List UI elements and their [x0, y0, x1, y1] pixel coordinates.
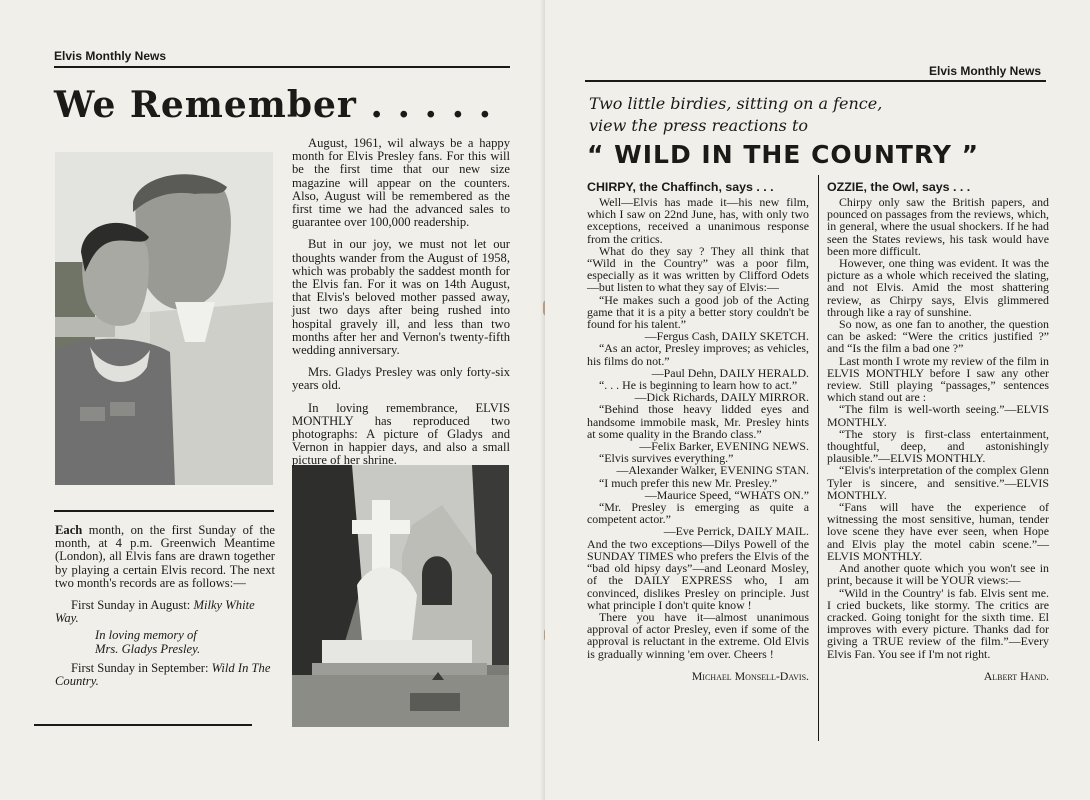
august-record: Milky White Way. — [55, 598, 255, 626]
notice-bottom-rule — [34, 724, 252, 726]
review-paragraph: “. . . He is beginning to learn how to act.” — [599, 378, 798, 393]
review-paragraph: “Mr. Presley is emerging as quite a competent actor.” — [587, 500, 809, 527]
running-header: Elvis Monthly News — [54, 49, 167, 63]
review-paragraph: “I much prefer this new Mr. Presley.” — [599, 475, 778, 490]
notice-intro-bold: Each — [55, 523, 83, 537]
notice-september — [55, 662, 275, 688]
right-page — [545, 0, 1090, 800]
september-label: First Sunday in September: — [71, 660, 209, 675]
memory-line-2 — [55, 643, 275, 656]
ozzie-column — [827, 196, 1049, 682]
review-paragraph: There you have it—almost unanimous approval of actor Presley, even if some of the approval is reluctant in the extreme. Old Elvis is gradually winning 'em over. Cheers ! — [587, 609, 809, 661]
review-paragraph: And the two exceptions—Dilys Powell of the SUNDAY TIMES who prefers the Elvis of the “bad old hipsy days”—and Leonard Mosley, of the DAILY EXPRESS who, I am convinced, dislikes Presley on principle. Just what principle I don't quite know ! — [587, 536, 809, 612]
notice-intro: month, on the first Sunday of the month, at 4 p.m. Greenwich Meantime (London), all Elvis fans are drawn together by playing a certain Elvis record. The next two month's records are as follows:— — [55, 523, 275, 590]
review-paragraph: “Behind those heavy lidded eyes and handsome immobile mask, Mr. Presley hints at some quality in the Brando class.” — [587, 402, 809, 441]
photo-shrine — [292, 465, 509, 727]
memory-line-2-text: Mrs. Gladys Presley. — [95, 641, 201, 656]
review-paragraph: Last month I wrote my review of the film in ELVIS MONTHLY before I saw any other review. Still playing “passages,” sentences which stand out are : — [827, 353, 1049, 405]
column-divider — [818, 175, 819, 741]
review-paragraph: “The film is well-worth seeing.”—ELVIS MONTHLY. — [827, 402, 1049, 429]
quote-attribution: —Alexander Walker, EVENING STAN. — [616, 463, 809, 478]
august-label: First Sunday in August: — [71, 598, 191, 613]
review-paragraph: “He makes such a good job of the Acting game that it is a pity a better story couldn't be found for his talent.” — [587, 292, 809, 332]
notice-box — [55, 524, 275, 697]
notice-top-rule — [54, 510, 274, 512]
film-title: “ WILD IN THE COUNTRY ” — [587, 140, 980, 169]
review-paragraph: Chirpy only saw the British papers, and pounced on passages from the reviews, which, in general, where the usual shockers. If he had seen the States reviews, his task would have been more difficult. — [827, 195, 1049, 258]
quote-attribution: —Fergus Cash, DAILY SKETCH. — [644, 329, 809, 344]
review-paragraph: “Wild in the Country' is fab. Elvis sent me. I cried buckets, like stormy. The critics are cracked. Going tonight for the sixth time. El improves with every picture. Thanks dad for giving a TRUE review of the film.”—Every Elvis Fan. You see if I'm not right. — [827, 585, 1049, 661]
review-paragraph: “Elvis's interpretation of the complex Glenn Tyler is sincere, and sensitive.”—ELVIS MONTHLY. — [827, 463, 1049, 502]
review-paragraph: However, one thing was evident. It was the picture as a whole which received the slating, and not Elvis. Amid the most shattering review, as Chirpy says, Elvis glimmered through like a ray of sunshine. — [827, 256, 1049, 319]
notice-paragraph — [55, 524, 275, 590]
notice-august — [55, 599, 275, 625]
review-paragraph: “Fans will have the experience of witnessing the most sensitive, human, tender love scene they have ever seen, when Hope and Elvis play the motel cabin scene.”—ELVIS MONTHLY. — [827, 500, 1049, 563]
article-text — [292, 137, 510, 477]
quote-attribution: —Paul Dehn, DAILY HERALD. — [651, 365, 809, 380]
chirpy-heading: CHIRPY, the Chaffinch, says . . . — [587, 180, 774, 194]
article-paragraph: But in our joy, we must not let our thoughts wander from the August of 1958, which was probably the saddest month for the Elvis fan. For it was on 14th August, that Elvis's beloved mother passed away, just two days after being rushed into hospital gravely ill, and less than two months after her and Vernon's twenty-fifth wedding anniversary. — [292, 237, 510, 358]
quote-attribution: —Eve Perrick, DAILY MAIL. — [663, 524, 809, 539]
header-rule — [54, 66, 510, 68]
review-paragraph: “Elvis survives everything.” — [599, 451, 734, 466]
photo-gladys-vernon — [55, 152, 273, 485]
header-rule — [585, 80, 1046, 82]
review-paragraph: What do they say ? They all think that “Wild in the Country” was a poor film, especially as it was written by Clifford Odets—but listen to what they say of Elvis:— — [587, 243, 809, 295]
review-paragraph: Well—Elvis has made it—his new film, which I saw on 22nd June, has, with only two exceptions, received a unanimous response from the critics. — [587, 195, 809, 246]
article-paragraph: August, 1961, wil always be a happy month for Elvis Presley fans. For this will be the first time that our new size magazine will appear on the counters. Also, August will be remembered as the first time we had the advanced sales to guarantee over 100,000 readership. — [292, 136, 510, 230]
review-paragraph: “The story is first-class entertainment, thoughtful, deep, and astonishingly plausible.”—ELVIS MONTHLY. — [827, 426, 1049, 466]
quote-attribution: —Felix Barker, EVENING NEWS. — [639, 439, 809, 454]
review-paragraph: And another quote which you won't see in print, because it will be YOUR views:— — [827, 561, 1049, 588]
review-paragraph: “As an actor, Presley improves; as vehicles, his films do not.” — [587, 341, 809, 368]
script-line-1: Two little birdies, sitting on a fence, — [589, 94, 883, 113]
script-line-2: view the press reactions to — [589, 116, 809, 135]
ozzie-heading: OZZIE, the Owl, says . . . — [827, 180, 971, 194]
signature: Michael Monsell-Davis. — [691, 668, 809, 683]
running-header: Elvis Monthly News — [929, 64, 1042, 78]
quote-attribution: —Maurice Speed, “WHATS ON.” — [644, 487, 809, 502]
signature: Albert Hand. — [983, 668, 1049, 683]
article-paragraph: Mrs. Gladys Presley was only forty-six years old. — [292, 365, 510, 393]
memory-line-1-text: In loving memory of — [95, 628, 197, 643]
page-title: We Remember . . . . . — [54, 84, 493, 126]
article-paragraph: In loving remembrance, ELVIS MONTHLY has reproduced two photographs: A picture of Gladys and Vernon in happier days, and also a small picture of her shrine. — [292, 400, 510, 468]
chirpy-column — [587, 196, 809, 682]
quote-attribution: —Dick Richards, DAILY MIRROR. — [634, 390, 809, 405]
review-paragraph: So now, as one fan to another, the question can be asked: “Were the critics justified ?” and “Is the film a bad one ?” — [827, 317, 1049, 356]
september-record: Wild In The Country. — [55, 660, 271, 689]
